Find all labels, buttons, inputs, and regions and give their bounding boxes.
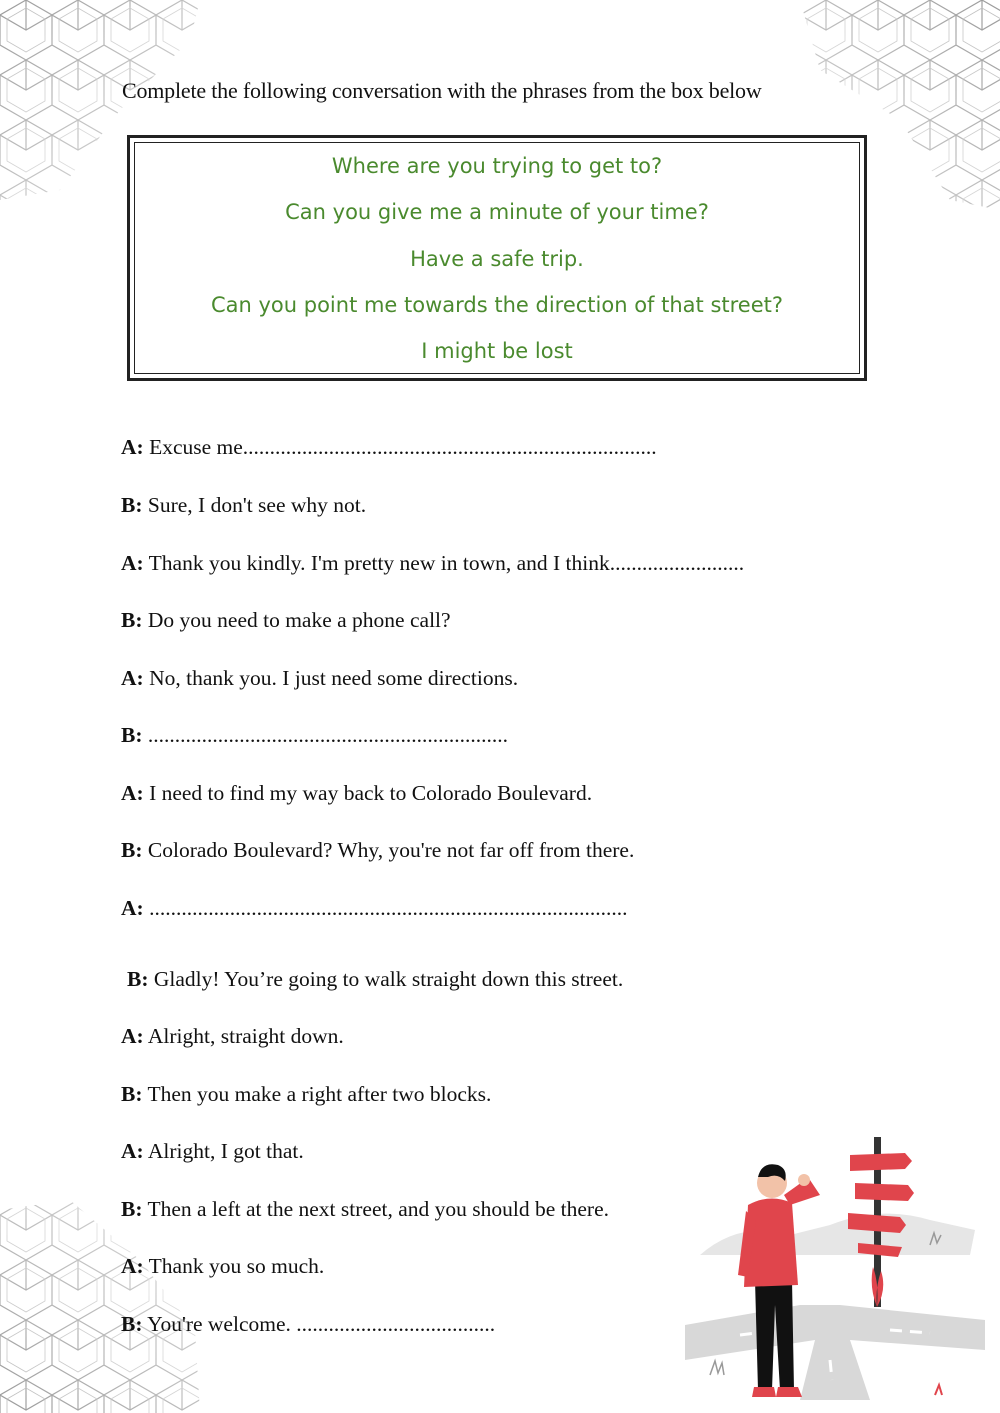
dialogue-text: Gladly! You’re going to walk straight down this street. xyxy=(148,967,624,991)
dialogue-line xyxy=(121,838,634,863)
speaker-label: A: xyxy=(121,781,144,805)
dialogue-line xyxy=(121,1139,304,1164)
dialogue-text: Sure, I don't see why not. xyxy=(142,493,367,517)
phrase-5: I might be lost xyxy=(421,339,573,363)
dialogue-line xyxy=(121,896,627,921)
phrase-4: Can you point me towards the direction of that street? xyxy=(210,293,784,317)
dialogue-line xyxy=(121,781,592,806)
speaker-label: B: xyxy=(121,1312,143,1336)
dialogue-line xyxy=(121,1254,324,1279)
dialogue-text: Thank you kindly. I'm pretty new in town, and I think......................... xyxy=(143,551,745,575)
dialogue-text: ................................................................... xyxy=(142,723,508,747)
dialogue-text: Thank you so much. xyxy=(143,1254,325,1278)
cube-pattern-bottom-left xyxy=(0,1200,200,1413)
dialogue-text: Colorado Boulevard? Why, you're not far off from there. xyxy=(142,838,635,862)
dialogue-line xyxy=(121,608,451,633)
speaker-label: A: xyxy=(121,1139,144,1163)
dialogue-line xyxy=(121,1197,609,1222)
dialogue-text: Then you make a right after two blocks. xyxy=(142,1082,492,1106)
dialogue-line xyxy=(121,435,657,460)
dialogue-line xyxy=(121,1312,495,1337)
dialogue-text: ......................................................................................... xyxy=(143,896,628,920)
speaker-label: A: xyxy=(121,1024,144,1048)
speaker-label: B: xyxy=(121,608,143,632)
speaker-label: B: xyxy=(121,1082,143,1106)
speaker-label: B: xyxy=(121,1197,143,1221)
speaker-label: A: xyxy=(121,1254,144,1278)
dialogue-text: Then a left at the next street, and you should be there. xyxy=(142,1197,609,1221)
speaker-label: B: xyxy=(127,967,149,991)
dialogue-line xyxy=(121,551,744,576)
dialogue-line xyxy=(121,493,366,518)
speaker-label: B: xyxy=(121,723,143,747)
instructions-title: Complete the following conversation with the phrases from the box below xyxy=(122,78,762,103)
dialogue-text: Do you need to make a phone call? xyxy=(142,608,451,632)
dialogue-line xyxy=(121,723,508,748)
dialogue-line xyxy=(121,1024,344,1049)
dialogue-line xyxy=(121,666,518,691)
phrase-box xyxy=(127,135,867,381)
speaker-label: B: xyxy=(121,493,143,517)
speaker-label: A: xyxy=(121,896,144,920)
speaker-label: A: xyxy=(121,551,144,575)
dialogue-text: You're welcome. ..................................... xyxy=(142,1312,496,1336)
dialogue-line xyxy=(121,1082,491,1107)
speaker-label: A: xyxy=(121,666,144,690)
lost-person-illustration xyxy=(680,1125,990,1405)
dialogue-line xyxy=(127,967,623,992)
dialogue-text: I need to find my way back to Colorado Boulevard. xyxy=(143,781,593,805)
dialogue-text: Alright, I got that. xyxy=(143,1139,304,1163)
dialogue-text: Alright, straight down. xyxy=(143,1024,344,1048)
phrase-1: Where are you trying to get to? xyxy=(331,154,663,178)
phrase-2: Can you give me a minute of your time? xyxy=(285,200,709,224)
speaker-label: B: xyxy=(121,838,143,862)
dialogue-text: Excuse me............................................................................. xyxy=(143,435,657,459)
speaker-label: A: xyxy=(121,435,144,459)
dialogue-text: No, thank you. I just need some directions. xyxy=(143,666,519,690)
phrase-3: Have a safe trip. xyxy=(410,247,584,271)
